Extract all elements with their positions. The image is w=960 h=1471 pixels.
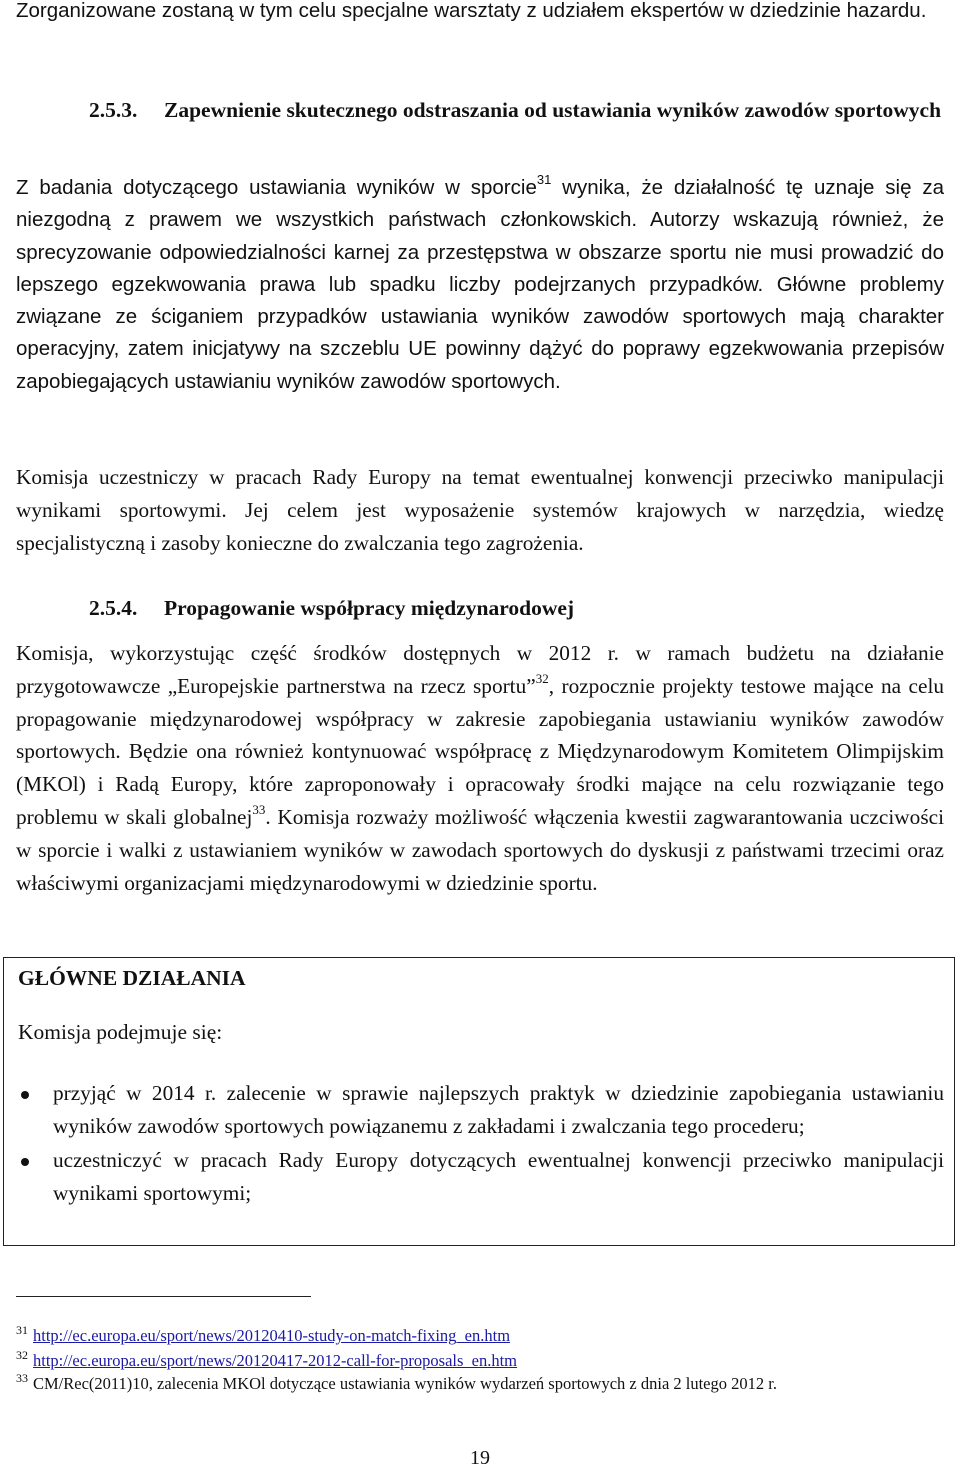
footnote-text: CM/Rec(2011)10, zalecenia MKOl dotyczące ustawiania wyników wydarzeń sportowych z dnia 2 lutego 2012 r. — [33, 1374, 777, 1393]
footnote-33 — [16, 1370, 944, 1395]
footnote-31 — [16, 1322, 944, 1347]
bullet-icon — [21, 1091, 29, 1099]
section-title: Propagowanie współpracy międzynarodowej — [164, 596, 575, 620]
section-heading-2-5-3 — [89, 94, 949, 126]
paragraph-2-5-3-a — [16, 172, 944, 398]
key-actions-intro: Komisja podejmuje się: — [18, 1020, 223, 1044]
footnote-ref-33[interactable]: 33 — [252, 801, 266, 817]
footnote-ref-32[interactable]: 32 — [535, 670, 549, 686]
section-number: 2.5.3. — [89, 98, 138, 122]
paragraph-text: , rozpocznie projekty testowe mające na celu propagowanie międzynarodowej współpracy w zakresie zapobiegania ustawianiu wyników zawodów sportowych. Będzie ona również kontynuować współpracę z Międzynarodowym Komitetem Olimpijskim (MKOl) i Radą Europy, które zaproponowały i opracowały środki mające na celu rozwiązanie tego problemu w skali globalnej — [16, 673, 945, 829]
key-actions-title: GŁÓWNE DZIAŁANIA — [18, 966, 246, 990]
footnote-link[interactable]: http://ec.europa.eu/sport/news/20120410-study-on-match-fixing_en.htm — [33, 1326, 511, 1345]
footnote-link[interactable]: http://ec.europa.eu/sport/news/20120417-2012-call-for-proposals_en.htm — [33, 1351, 518, 1370]
section-heading-2-5-4 — [89, 592, 949, 624]
section-number: 2.5.4. — [89, 596, 138, 620]
paragraph-2-5-3-b: Komisja uczestniczy w pracach Rady Europy na temat ewentualnej konwencji przeciwko manipulacji wynikami sportowymi. Jej celem jest wyposażenie systemów krajowych w narzędzia, wiedzę specjalistyczną i zasoby konieczne do zwalczania tego zagrożenia. — [16, 465, 944, 555]
list-item — [4, 1077, 944, 1143]
paragraph-2-5-4 — [16, 637, 944, 899]
footnote-number: 33 — [16, 1370, 28, 1385]
footnote-ref-31[interactable]: 31 — [536, 172, 552, 188]
paragraph-text: Z badania dotyczącego ustawiania wyników w sporcie — [16, 176, 537, 199]
paragraph-text: . Komisja rozważy możliwość włączenia kwestii zagwarantowania uczciwości w sporcie i walki z ustawianiem wyników w zawodach sportowych do dyskusji z państwami trzecimi oraz właściwymi organizacjami międzynarodowymi w dziedzinie sportu. — [16, 804, 944, 895]
list-item-text: przyjąć w 2014 r. zalecenie w sprawie najlepszych praktyk w dziedzinie zapobiegania ustawianiu wyników zawodów sportowych powiązanemu z zakładami i zwalczania tego procederu; — [53, 1081, 944, 1138]
paragraph-text: wynika, że działalność tę uznaje się za niezgodną z prawem we wszystkich państwach członkowskich. Autorzy wskazują również, że sprecyzowanie odpowiedzialności karnej za przestępstwa w obszarze sportu nie musi prowadzić do lepszego egzekwowania prawa lub spadku liczby podejrzanych przypadków. Główne problemy związane ze ściganiem przypadków ustawiania wyników zawodów sportowych mają charakter operacyjny, zatem inicjatywy na szczeblu UE powinny dążyć do poprawy egzekwowania przepisów zapobiegających ustawianiu wyników zawodów sportowych. — [16, 176, 944, 393]
footnote-number: 32 — [16, 1347, 28, 1362]
key-actions-box — [3, 957, 955, 1246]
section-title: Zapewnienie skutecznego odstraszania od ustawiania wyników zawodów sportowych — [164, 98, 942, 122]
footnote-number: 31 — [16, 1322, 28, 1337]
list-item — [4, 1144, 944, 1210]
footnote-separator — [16, 1296, 311, 1297]
page-number: 19 — [470, 1447, 490, 1469]
paragraph-text: Komisja, wykorzystując część środków dostępnych w 2012 r. w ramach budżetu na działanie przygotowawcze „Europejskie partnerstwa na rzecz sportu” — [16, 641, 944, 698]
footnote-32 — [16, 1347, 944, 1372]
list-item-text: uczestniczyć w pracach Rady Europy dotyczących ewentualnej konwencji przeciwko manipulacji wynikami sportowymi; — [53, 1148, 944, 1205]
top-paragraph: Zorganizowane zostaną w tym celu specjalne warsztaty z udziałem ekspertów w dziedzinie hazardu. — [16, 0, 927, 22]
key-actions-list — [4, 1077, 944, 1211]
bullet-icon — [21, 1158, 29, 1166]
